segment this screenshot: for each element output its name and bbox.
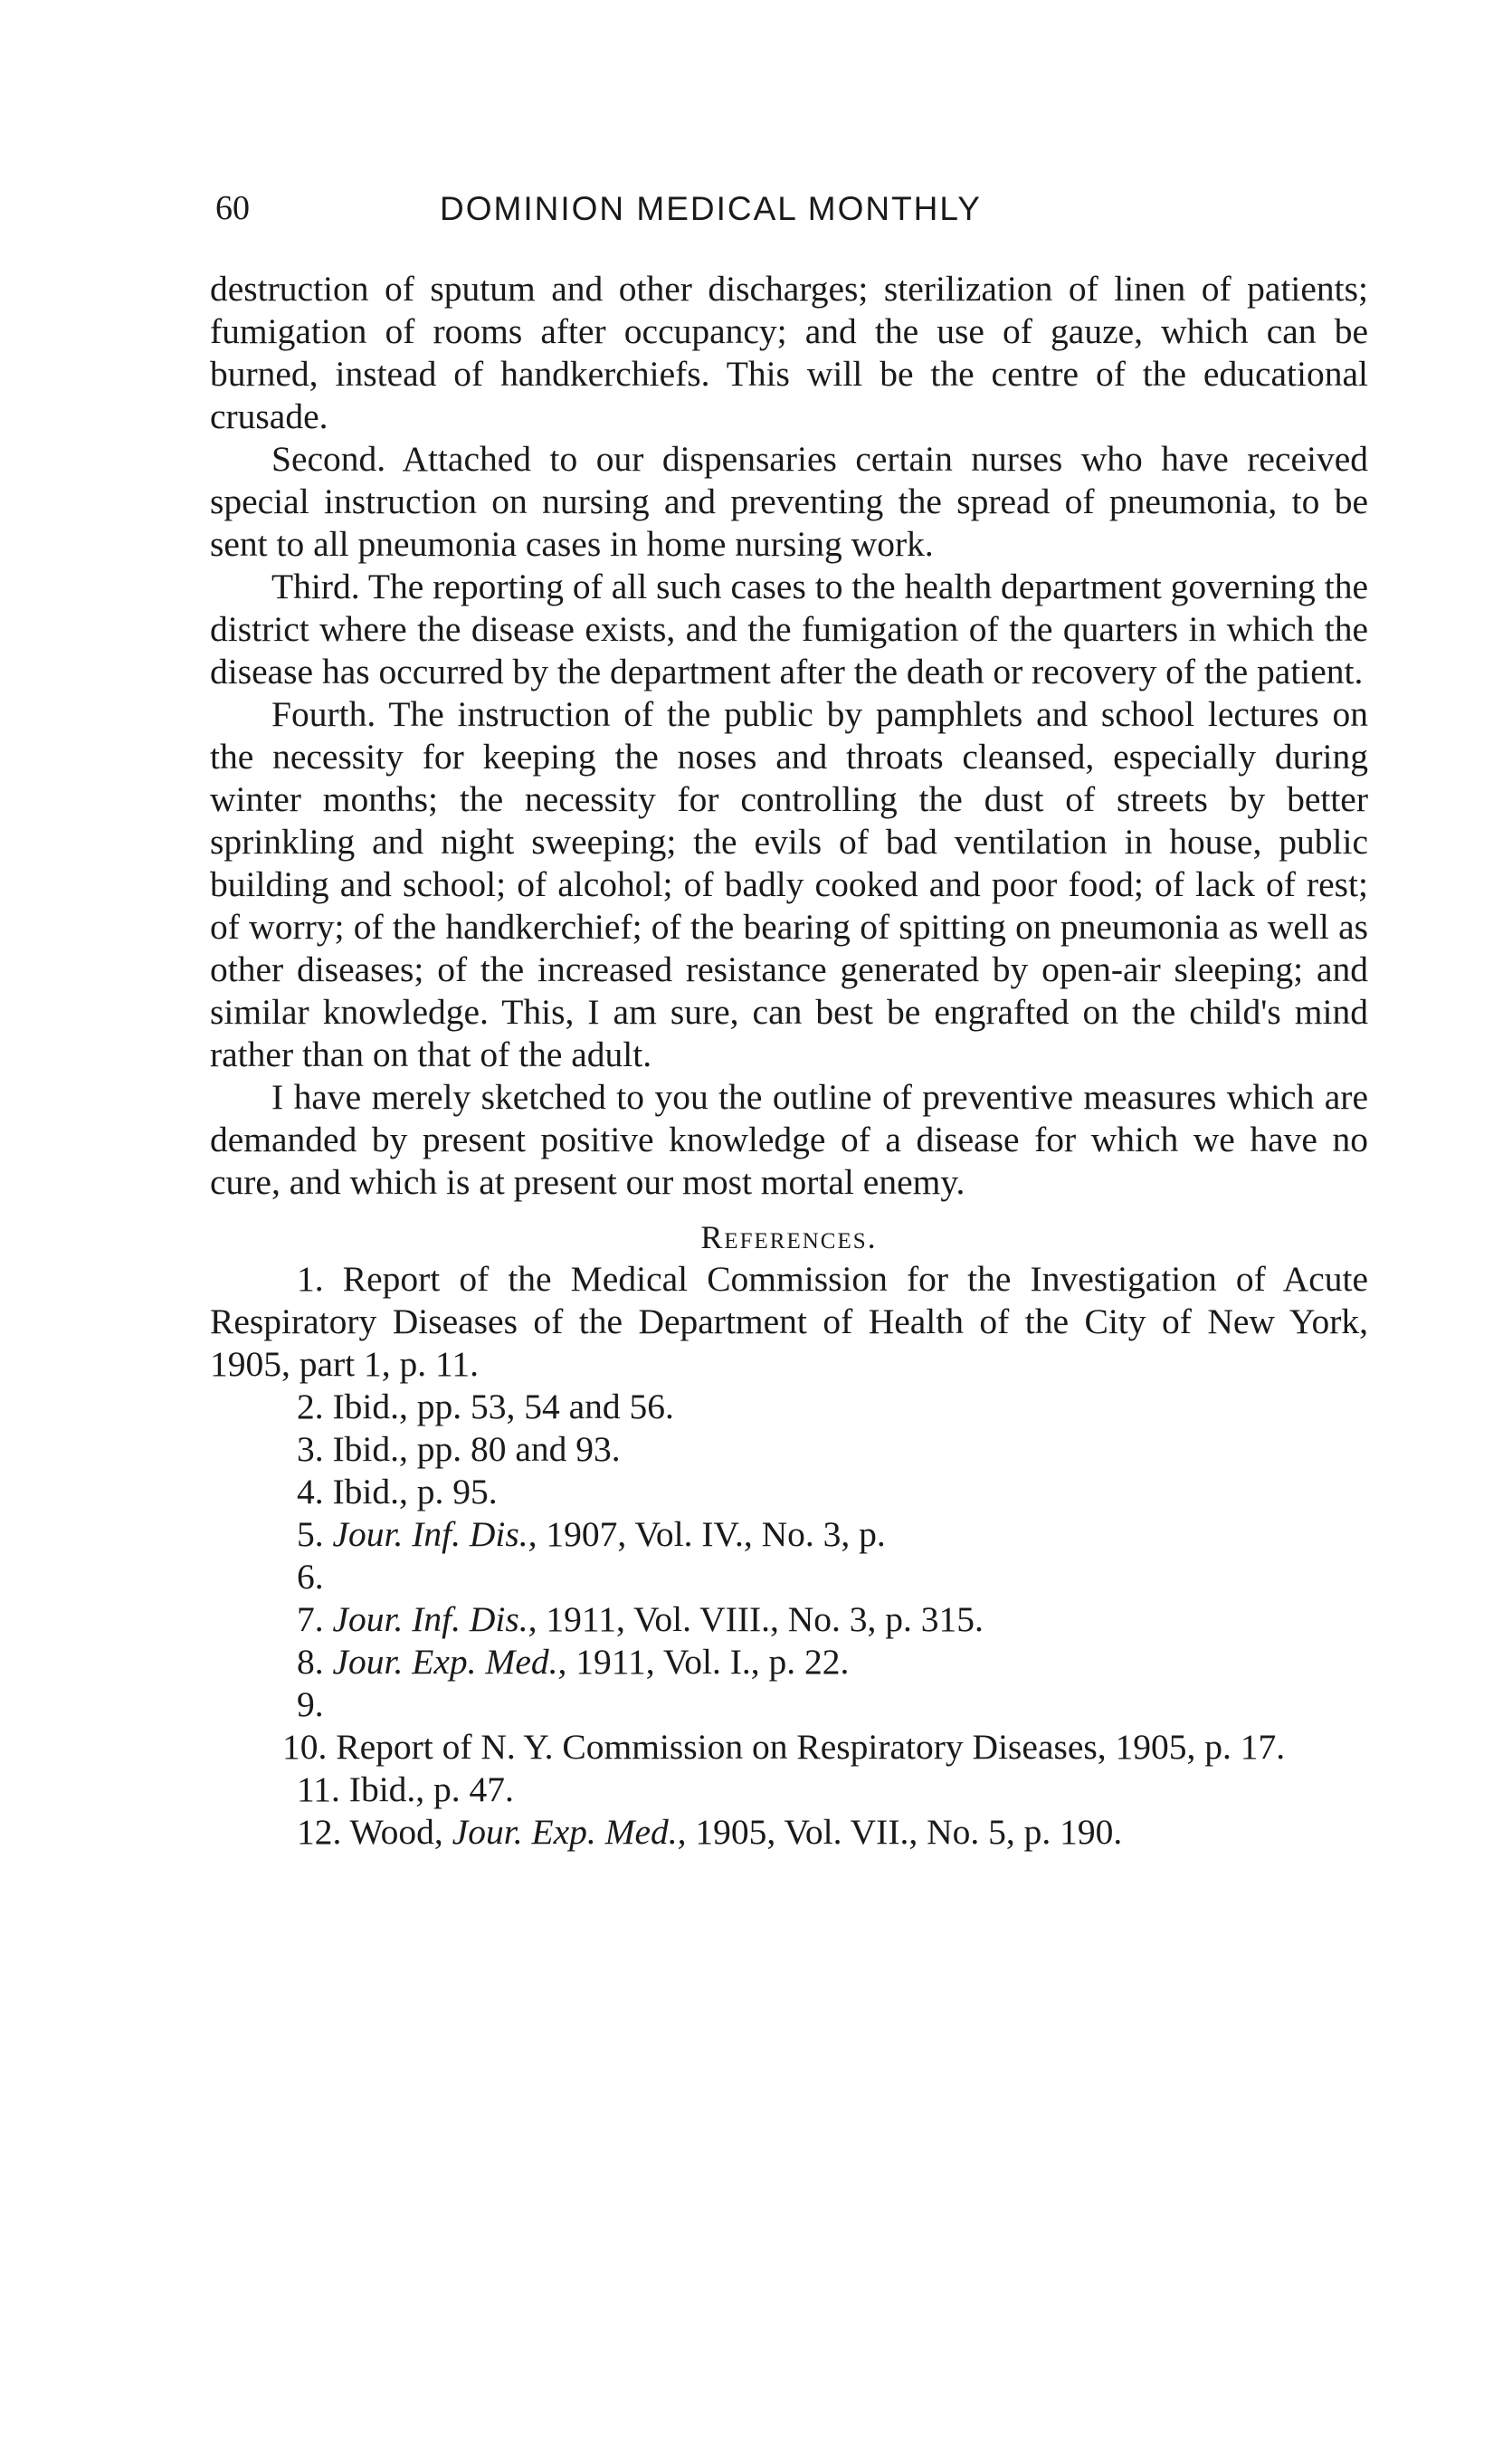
reference-number: 5. — [297, 1514, 324, 1554]
journal-title: Jour. Inf. Dis., — [332, 1514, 537, 1554]
reference-text: Ibid., p. 47. — [348, 1769, 514, 1809]
body-text — [210, 268, 1368, 1854]
reference-text: Ibid., pp. 80 and 93. — [332, 1429, 621, 1469]
journal-title: Jour. Exp. Med., — [452, 1812, 687, 1852]
reference-number: 1. — [297, 1259, 324, 1299]
page-number: 60 — [215, 189, 250, 227]
reference-item — [210, 1386, 1368, 1428]
citation-detail: 1907, Vol. IV., No. 3, p. — [537, 1514, 886, 1554]
citation-author: Wood, — [349, 1812, 452, 1852]
citation-detail: 1911, Vol. VIII., No. 3, p. 315. — [537, 1599, 984, 1639]
reference-item — [210, 1513, 1368, 1556]
reference-text — [350, 1812, 1123, 1852]
reference-number: 8. — [297, 1642, 324, 1682]
page-header — [215, 188, 1360, 243]
paragraph: I have merely sketched to you the outline of preventive measures which are demanded by present positive knowledge of a disease for which we have no cure, and which is at present our most mortal enemy. — [210, 1077, 1368, 1202]
journal-title: Jour. Exp. Med., — [332, 1642, 567, 1682]
reference-text — [333, 1642, 850, 1682]
citation-detail: 1911, Vol. I., p. 22. — [566, 1642, 850, 1682]
reference-item — [210, 1556, 1368, 1598]
journal-title: Jour. Inf. Dis., — [332, 1599, 537, 1639]
reference-item — [210, 1641, 1368, 1683]
reference-text: Report of N. Y. Commission on Respiratory Diseases, 1905, p. 17. — [336, 1727, 1286, 1767]
reference-number: 3. — [297, 1429, 324, 1469]
reference-text: Ibid., p. 95. — [332, 1472, 498, 1511]
references-heading: References. — [700, 1219, 878, 1255]
reference-item — [195, 1726, 1368, 1769]
reference-item — [210, 1811, 1368, 1854]
reference-number: 2. — [297, 1387, 324, 1426]
paragraph: Fourth. The instruction of the public by pamphlets and school lectures on the necessity for keeping the noses and throats cleansed, especially during winter months; the necessity for controlling the dust of streets by better sprinkling and night sweeping; the evils of bad ventilation in house, public building and school; of alcohol; of badly cooked and poor food; of lack of rest; of worry; of the handkerchief; of the bearing of spitting on pneumonia as well as other diseases; of the increased resistance generated by open-air sleeping; and similar knowledge. This, I am sure, can best be engrafted on the child's mind rather than on that of the adult. — [210, 694, 1368, 1074]
reference-item — [210, 1598, 1368, 1641]
reference-text — [333, 1599, 984, 1639]
reference-number: 6. — [297, 1557, 324, 1597]
reference-text: Report of the Medical Commission for the Investigation of Acute Respiratory Diseases of the Department of Health of the City of New York, 1905, part 1, p. 11. — [210, 1259, 1369, 1384]
citation-detail: 1905, Vol. VII., No. 5, p. 190. — [686, 1812, 1123, 1852]
reference-number: 9. — [297, 1684, 324, 1724]
reference-item — [210, 1258, 1368, 1386]
reference-item — [210, 1428, 1368, 1471]
paragraph: Third. The reporting of all such cases to the health department governing the district where the disease exists, and the fumigation of the quarters in which the disease has occurred by the department after the death or recovery of the patient. — [210, 567, 1368, 691]
reference-number: 7. — [297, 1599, 324, 1639]
reference-text — [333, 1514, 886, 1554]
reference-number: 12. — [297, 1812, 342, 1852]
reference-item — [210, 1769, 1368, 1811]
paragraph: destruction of sputum and other discharges; sterilization of linen of patients; fumigation of rooms after occupancy; and the use of gauze, which can be burned, instead of handkerchiefs. This will be the centre of the educational crusade. — [210, 269, 1368, 436]
running-title: DOMINION MEDICAL MONTHLY — [440, 190, 982, 227]
reference-number: 11. — [297, 1769, 340, 1809]
references-list — [210, 1258, 1368, 1854]
reference-item — [210, 1683, 1368, 1726]
reference-text: Ibid., pp. 53, 54 and 56. — [332, 1387, 674, 1426]
reference-number: 10. — [282, 1727, 328, 1767]
reference-item — [210, 1471, 1368, 1513]
reference-number: 4. — [297, 1472, 324, 1511]
paragraph: Second. Attached to our dispensaries certain nurses who have received special instruction on nursing and preventing the spread of pneumonia, to be sent to all pneumonia cases in home nursing work. — [210, 439, 1368, 564]
